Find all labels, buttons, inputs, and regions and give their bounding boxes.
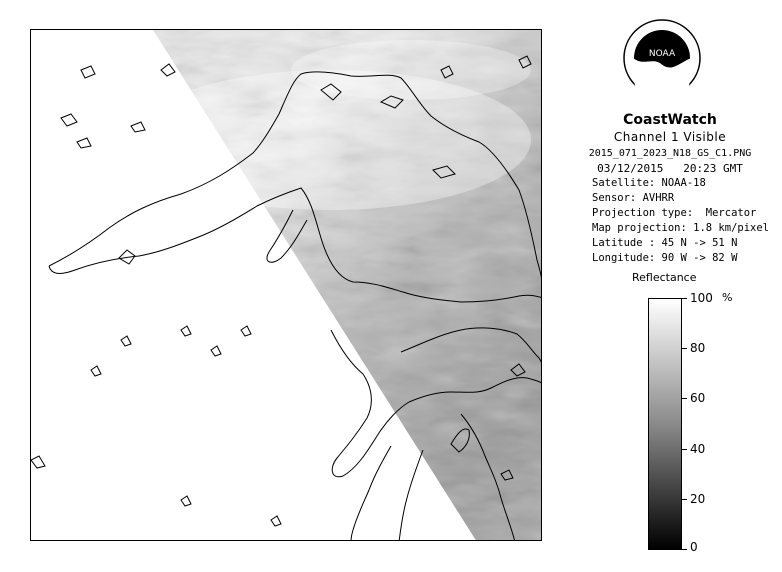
- noaa-logo: [622, 18, 702, 98]
- colorbar-tick: [681, 499, 687, 500]
- colorbar-tick-label: 60: [690, 391, 706, 405]
- projection-type-label: Projection type: Mercator: [592, 207, 757, 219]
- colorbar-tick-label: 40: [690, 442, 706, 456]
- colorbar-tick-label: 0: [690, 540, 698, 554]
- colorbar-title: Reflectance: [632, 271, 697, 284]
- longitude-label: Longitude: 90 W -> 82 W: [592, 252, 738, 264]
- datetime-label: [560, 161, 780, 176]
- logo-text: NOAA: [648, 49, 676, 59]
- brand-title: CoastWatch: [623, 112, 717, 128]
- map-canvas: [31, 30, 542, 541]
- map-projection-label: Map projection: 1.8 km/pixel: [592, 222, 770, 234]
- colorbar-tick: [681, 348, 687, 349]
- satellite-map[interactable]: [30, 29, 542, 541]
- filename-label: 2015_071_2023_N18_GS_C1.PNG: [588, 148, 752, 159]
- cloud-swath: [31, 30, 542, 541]
- colorbar-tick: [681, 449, 687, 450]
- satellite-label: Satellite: NOAA-18: [592, 177, 706, 189]
- colorbar-tick-label: 20: [690, 492, 706, 506]
- colorbar-tick-label: 80: [690, 341, 706, 355]
- date-label: 03/12/2015: [597, 162, 664, 175]
- time-label: 20:23 GMT: [683, 162, 743, 175]
- colorbar-tick: [681, 549, 687, 550]
- latitude-label: Latitude : 45 N -> 51 N: [592, 237, 738, 249]
- colorbar-unit: %: [722, 291, 733, 304]
- colorbar-tick-label: 100: [690, 291, 713, 305]
- colorbar-tick: [681, 398, 687, 399]
- channel-label: Channel 1 Visible: [613, 130, 727, 144]
- colorbar: [648, 298, 682, 550]
- sensor-label: Sensor: AVHRR: [592, 192, 675, 204]
- noaa-seal-icon: [622, 18, 702, 98]
- colorbar-tick: [681, 298, 687, 299]
